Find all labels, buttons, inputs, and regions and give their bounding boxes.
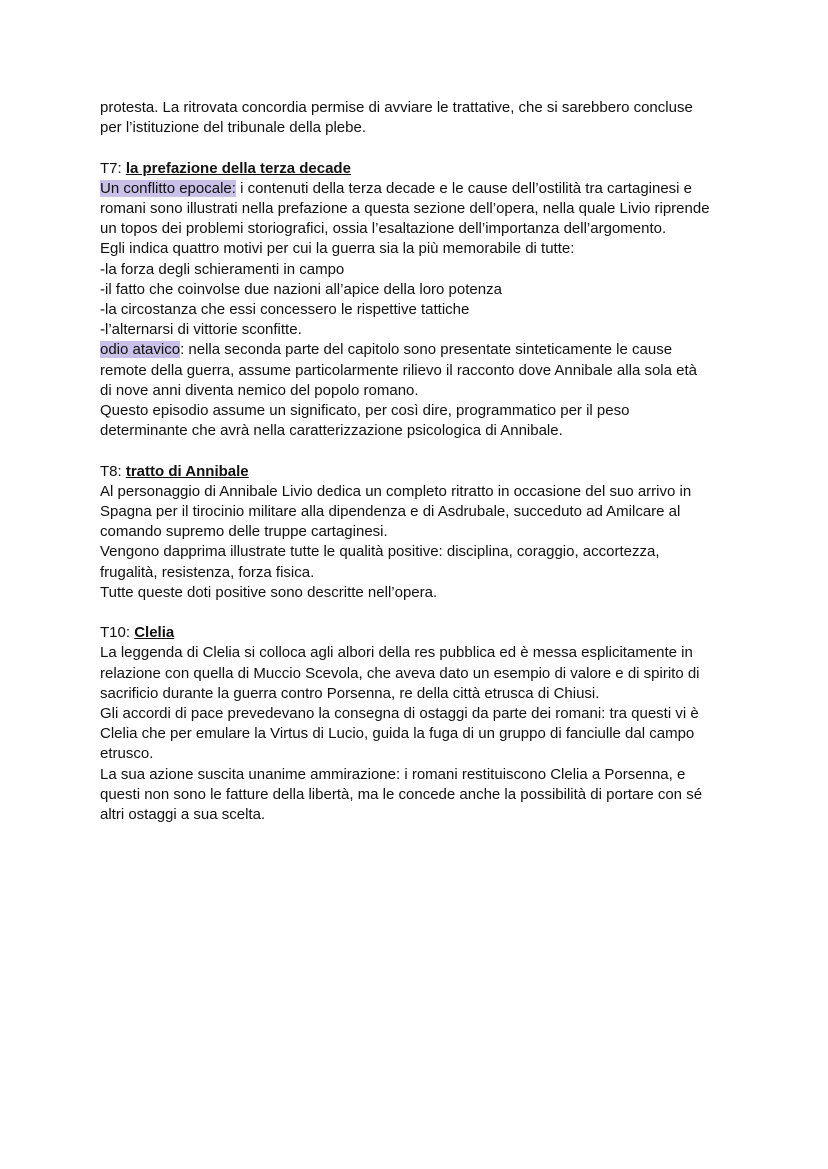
- section-heading-t7: [100, 159, 740, 179]
- text-line: Gli accordi di pace prevedevano la consegna di ostaggi da parte dei romani: tra questi vi è: [100, 705, 699, 723]
- text-line: frugalità, resistenza, forza fisica.: [100, 563, 315, 581]
- text-line: questi non sono le fatture della libertà, ma le concede anche la possibilità di portare con sé: [100, 785, 703, 803]
- section-title: tratto di Annibale: [125, 462, 249, 480]
- text-line: [100, 340, 740, 360]
- text-line: Clelia che per emulare la Virtus di Lucio, guida la fuga di un gruppo di fanciulle dal campo: [100, 725, 695, 743]
- text-line: Vengono dapprima illustrate tutte le qualità positive: disciplina, coraggio, accortezza,: [100, 543, 660, 561]
- section-heading-t10: [100, 623, 740, 643]
- text-line: un topos dei problemi storiografici, ossia l’esaltazione dell’importanza dell’argomento.: [100, 220, 667, 238]
- text-line: protesta. La ritrovata concordia permise di avviare le trattative, che si sarebbero concluse: [100, 99, 693, 116]
- section-prefix: T8:: [100, 462, 126, 480]
- text-line: etrusco.: [100, 745, 154, 763]
- text-line: sacrificio durante la guerra contro Porsenna, re della città etrusca di Chiusi.: [100, 684, 600, 702]
- section-title: la prefazione della terza decade: [125, 159, 351, 177]
- highlighted-term: Un conflitto epocale:: [100, 179, 236, 197]
- section-prefix: T7:: [100, 159, 126, 177]
- text-line: Egli indica quattro motivi per cui la guerra sia la più memorabile di tutte:: [100, 240, 575, 258]
- section-prefix: T10:: [100, 624, 135, 642]
- text-line: romani sono illustrati nella prefazione a questa sezione dell’opera, nella quale Livio riprende: [100, 200, 710, 217]
- text-line: Questo episodio assume un significato, per così dire, programmatico per il peso: [100, 402, 630, 420]
- paragraph-gap: [100, 441, 740, 461]
- paragraph-gap: [100, 138, 740, 158]
- text-run: : nella seconda parte del capitolo sono presentate sinteticamente le cause: [180, 341, 673, 359]
- text-line: La leggenda di Clelia si colloca agli albori della res pubblica ed è messa esplicitamente in: [100, 644, 693, 662]
- paragraph-gap: [100, 603, 740, 623]
- text-run: i contenuti della terza decade e le cause dell’ostilità tra cartaginesi e: [235, 179, 693, 197]
- text-line: Tutte queste doti positive sono descritte nell’opera.: [100, 583, 438, 601]
- document-page: [100, 98, 740, 825]
- section-title: Clelia: [134, 624, 175, 642]
- text-line: remote della guerra, assume particolarmente rilievo il racconto dove Annibale alla sola età: [100, 361, 697, 379]
- text-line: Spagna per il tirocinio militare alla dipendenza e di Asdrubale, succeduto ad Amilcare al: [100, 503, 681, 521]
- list-item: -l’alternarsi di vittorie sconfitte.: [100, 321, 302, 339]
- text-line: altri ostaggi a sua scelta.: [100, 806, 266, 824]
- text-line: La sua azione suscita unanime ammirazione: i romani restituiscono Clelia a Porsenna, e: [100, 765, 686, 783]
- text-line: [100, 179, 740, 199]
- section-t10: [100, 623, 740, 825]
- section-t7: [100, 159, 740, 442]
- section-t8: [100, 462, 740, 603]
- list-item: -il fatto che coinvolse due nazioni all’apice della loro potenza: [100, 280, 502, 298]
- list-item: -la circostanza che essi concessero le rispettive tattiche: [100, 301, 470, 319]
- highlighted-term: odio atavico: [100, 341, 181, 359]
- text-line: comando supremo delle truppe cartaginesi.: [100, 523, 388, 541]
- text-line: determinante che avrà nella caratterizzazione psicologica di Annibale.: [100, 422, 563, 440]
- text-line: per l’istituzione del tribunale della plebe.: [100, 119, 367, 137]
- text-line: Al personaggio di Annibale Livio dedica un completo ritratto in occasione del suo arrivo in: [100, 482, 692, 500]
- list-item: -la forza degli schieramenti in campo: [100, 260, 345, 278]
- text-line: di nove anni diventa nemico del popolo romano.: [100, 381, 419, 399]
- section-heading-t8: [100, 462, 740, 482]
- text-line: relazione con quella di Muccio Scevola, che aveva dato un esempio di valore e di spirito di: [100, 664, 700, 682]
- intro-paragraph: [100, 98, 740, 138]
